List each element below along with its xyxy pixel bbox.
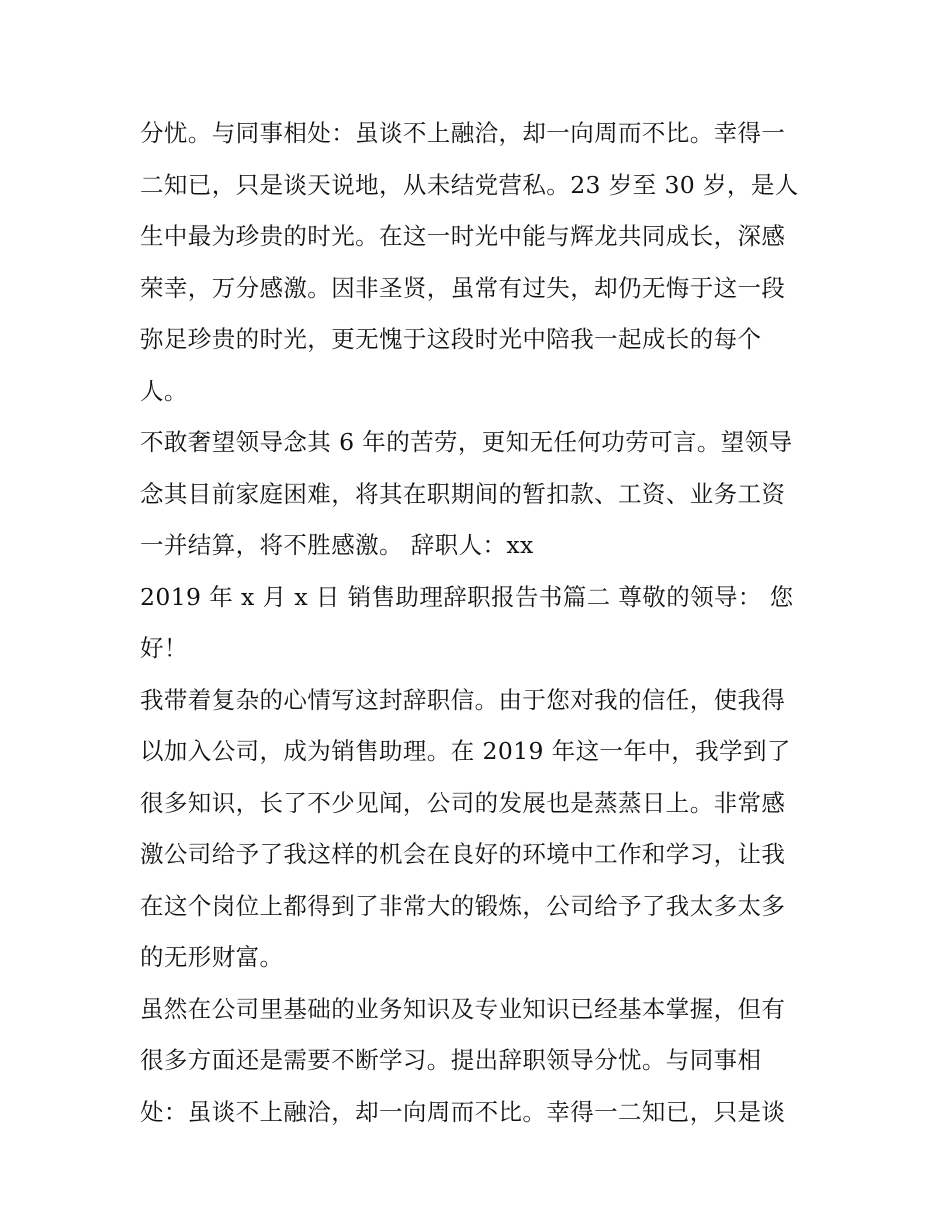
text-line: 的无形财富。: [140, 943, 284, 971]
text-line: 念其目前家庭困难，将其在职期间的暂扣款、工资、业务工资: [140, 479, 786, 508]
text-line: 一并结算，将不胜感激。 辞职人：xx: [140, 531, 534, 559]
text-line: 人。: [140, 376, 188, 405]
text-line: 我带着复杂的心情写这封辞职信。由于您对我的信任，使我得: [140, 685, 786, 714]
text-line: 二知已，只是谈天说地，从未结党营私。23 岁至 30 岁，是人: [140, 170, 799, 199]
text-line: 处：虽谈不上融洽，却一向周而不比。幸得一二知已，只是谈: [140, 1097, 786, 1126]
text-line: 好！: [140, 634, 188, 662]
text-line: 激公司给予了我这样的机会在良好的环境中工作和学习，让我: [140, 840, 786, 868]
text-line: 2019 年 x 月 x 日 销售助理辞职报告书篇二 尊敬的领导： 您: [140, 582, 794, 611]
text-line: 分忧。与同事相处：虽谈不上融洽，却一向周而不比。幸得一: [140, 119, 786, 147]
text-line: 以加入公司，成为销售助理。在 2019 年这一年中，我学到了: [140, 737, 791, 765]
text-line: 生中最为珍贵的时光。在这一时光中能与辉龙共同成长，深感: [140, 222, 786, 250]
document-body: [140, 108, 815, 1138]
text-line: 很多方面还是需要不断学习。提出辞职领导分忧。与同事相: [140, 1046, 762, 1074]
text-line: 不敢奢望领导念其 6 年的苦劳，更知无任何功劳可言。望领导: [140, 428, 793, 456]
text-line: 很多知识，长了不少见闻，公司的发展也是蒸蒸日上。非常感: [140, 788, 786, 817]
text-line: 虽然在公司里基础的业务知识及专业知识已经基本掌握，但有: [140, 994, 786, 1023]
text-line: 在这个岗位上都得到了非常大的锻炼，公司给予了我太多太多: [140, 891, 786, 920]
text-line: 荣幸，万分感激。因非圣贤，虽常有过失，却仍无悔于这一段: [140, 273, 786, 302]
text-line: 弥足珍贵的时光，更无愧于这段时光中陪我一起成长的每个: [140, 325, 762, 353]
